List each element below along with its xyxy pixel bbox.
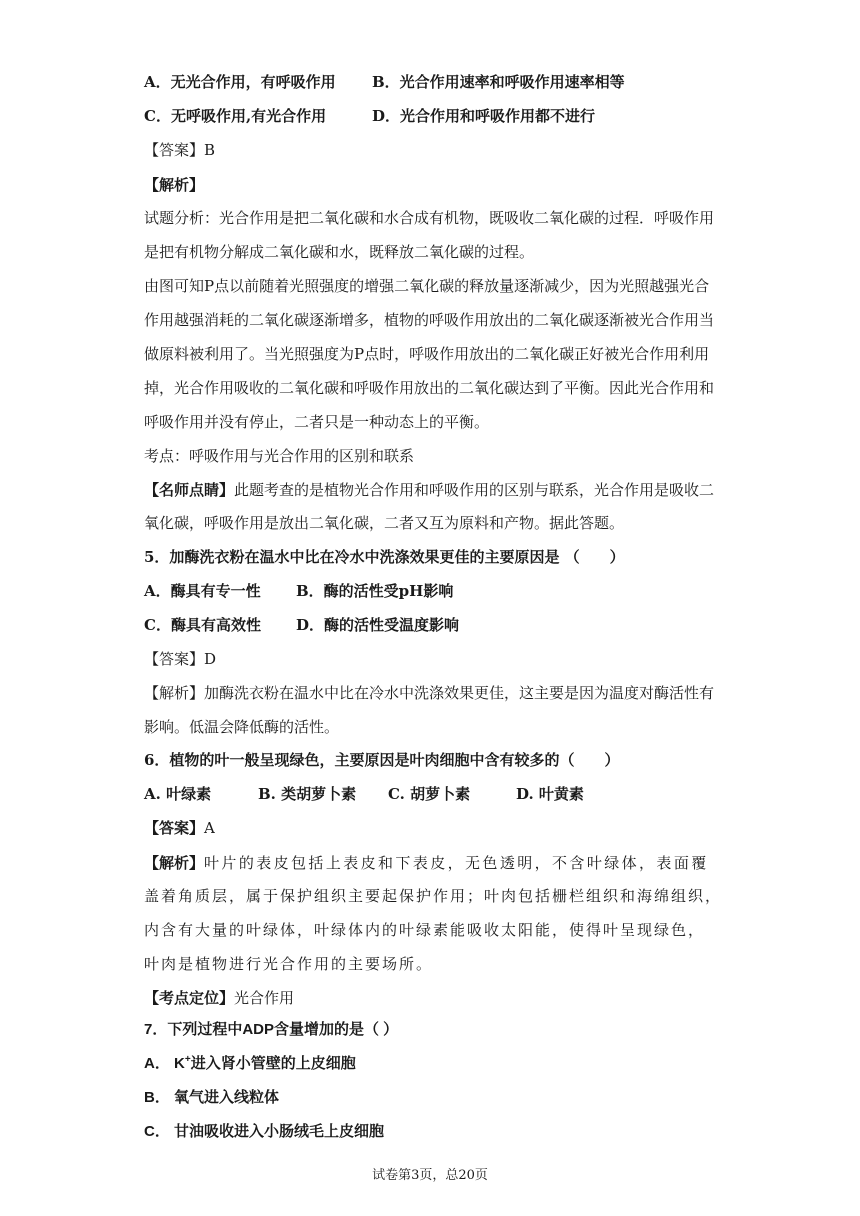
q4-analysis-line: 试题分析：光合作用是把二氧化碳和水合成有机物，既吸收二氧化碳的过程．呼吸作用 bbox=[144, 209, 715, 227]
q7-option-a-text: 进入肾小管壁的上皮细胞 bbox=[190, 1055, 356, 1072]
q4-analysis-line: 做原料被利用了。当光照强度为P点时，呼吸作用放出的二氧化碳正好被光合作用利用 bbox=[144, 345, 710, 363]
q4-answer-label: 【答案】 bbox=[144, 141, 205, 159]
q5-option-a: A．酶具有专一性 bbox=[144, 582, 261, 600]
q7-option-b: B． 氧气进入线粒体 bbox=[144, 1089, 280, 1106]
q7-option-a bbox=[144, 1054, 356, 1074]
q5-stem: 5．加酶洗衣粉在温水中比在冷水中洗涤效果更佳的主要原因是 （ ） bbox=[144, 548, 625, 566]
q5-analysis-label: 【解析】 bbox=[144, 684, 205, 702]
q5-answer bbox=[144, 649, 216, 669]
q5-analysis bbox=[144, 683, 714, 703]
q5-analysis-line: 加酶洗衣粉在温水中比在冷水中洗涤效果更佳，这主要是因为温度对酶活性有 bbox=[204, 684, 715, 702]
q4-knowledge-point: 考点：呼吸作用与光合作用的区别和联系 bbox=[144, 447, 415, 465]
q6-analysis-label: 【解析】 bbox=[144, 854, 205, 872]
q6-analysis-line: 盖着角质层，属于保护组织主要起保护作用；叶肉包括栅栏组织和海绵组织， bbox=[144, 887, 723, 905]
q4-option-c: C．无呼吸作用,有光合作用 bbox=[144, 107, 327, 125]
q5-answer-value: D bbox=[204, 650, 217, 668]
q4-answer bbox=[144, 140, 215, 160]
q4-analysis-line: 掉，光合作用吸收的二氧化碳和呼吸作用放出的二氧化碳达到了平衡。因此光合作用和 bbox=[144, 379, 715, 397]
q7-option-a-prefix: A． K bbox=[144, 1055, 185, 1072]
q5-option-c: C．酶具有高效性 bbox=[144, 616, 261, 634]
q5-analysis-line: 影响。低温会降低酶的活性。 bbox=[144, 718, 340, 736]
q4-analysis-line: 作用越强消耗的二氧化碳逐渐增多，植物的呼吸作用放出的二氧化碳逐渐被光合作用当 bbox=[144, 311, 715, 329]
q6-analysis-line: 叶肉是植物进行光合作用的主要场所。 bbox=[144, 955, 434, 973]
q4-answer-value: B bbox=[204, 141, 216, 159]
q4-analysis-line: 是把有机物分解成二氧化碳和水，既释放二氧化碳的过程。 bbox=[144, 243, 535, 261]
q4-analysis-heading: 【解析】 bbox=[144, 176, 205, 194]
q4-analysis-line: 由图可知P点以前随着光照强度的增强二氧化碳的释放量逐渐减少，因为光照越强光合 bbox=[144, 277, 710, 295]
q6-answer bbox=[144, 818, 215, 838]
q4-tip-label: 【名师点睛】 bbox=[144, 481, 235, 499]
q6-answer-value: A bbox=[204, 819, 215, 837]
q6-option-b: B. 类胡萝卜素 bbox=[258, 785, 357, 803]
q7-stem: 7．下列过程中ADP含量增加的是（ ） bbox=[144, 1021, 399, 1038]
q4-analysis-line: 呼吸作用并没有停止，二者只是一种动态上的平衡。 bbox=[144, 413, 490, 431]
q4-option-d: D．光合作用和呼吸作用都不进行 bbox=[372, 107, 596, 125]
q4-tip-line: 氧化碳，呼吸作用是放出二氧化碳，二者又互为原料和产物。据此答题。 bbox=[144, 514, 625, 532]
q6-stem: 6．植物的叶一般呈现绿色，主要原因是叶肉细胞中含有较多的（ ） bbox=[144, 751, 620, 769]
q7-option-a-superscript: + bbox=[184, 1054, 191, 1065]
q6-analysis bbox=[144, 853, 709, 873]
q4-tip bbox=[144, 480, 714, 500]
q6-answer-label: 【答案】 bbox=[144, 819, 205, 837]
q6-option-d: D. 叶黄素 bbox=[516, 785, 584, 803]
q5-answer-label: 【答案】 bbox=[144, 650, 205, 668]
q5-option-b: B．酶的活性受pH影响 bbox=[296, 582, 454, 600]
page-footer: 试卷第3页，总20页 bbox=[372, 1168, 488, 1183]
q4-tip-line: 此题考查的是植物光合作用和呼吸作用的区别与联系，光合作用是吸收二 bbox=[234, 481, 715, 499]
q6-option-a: A. 叶绿素 bbox=[144, 785, 212, 803]
q6-point bbox=[144, 988, 294, 1008]
q6-point-value: 光合作用 bbox=[234, 989, 295, 1007]
q7-option-c: C． 甘油吸收进入小肠绒毛上皮细胞 bbox=[144, 1123, 385, 1140]
q6-point-label: 【考点定位】 bbox=[144, 989, 235, 1007]
q6-analysis-line: 叶片的表皮包括上表皮和下表皮，无色透明，不含叶绿体，表面覆 bbox=[204, 854, 709, 872]
q6-analysis-line: 内含有大量的叶绿体，叶绿体内的叶绿素能吸收太阳能，使得叶呈现绿色， bbox=[144, 921, 706, 939]
q5-option-d: D．酶的活性受温度影响 bbox=[296, 616, 460, 634]
q4-option-a: A．无光合作用，有呼吸作用 bbox=[144, 73, 336, 91]
q6-option-c: C. 胡萝卜素 bbox=[388, 785, 471, 803]
q4-option-b: B．光合作用速率和呼吸作用速率相等 bbox=[372, 73, 625, 91]
